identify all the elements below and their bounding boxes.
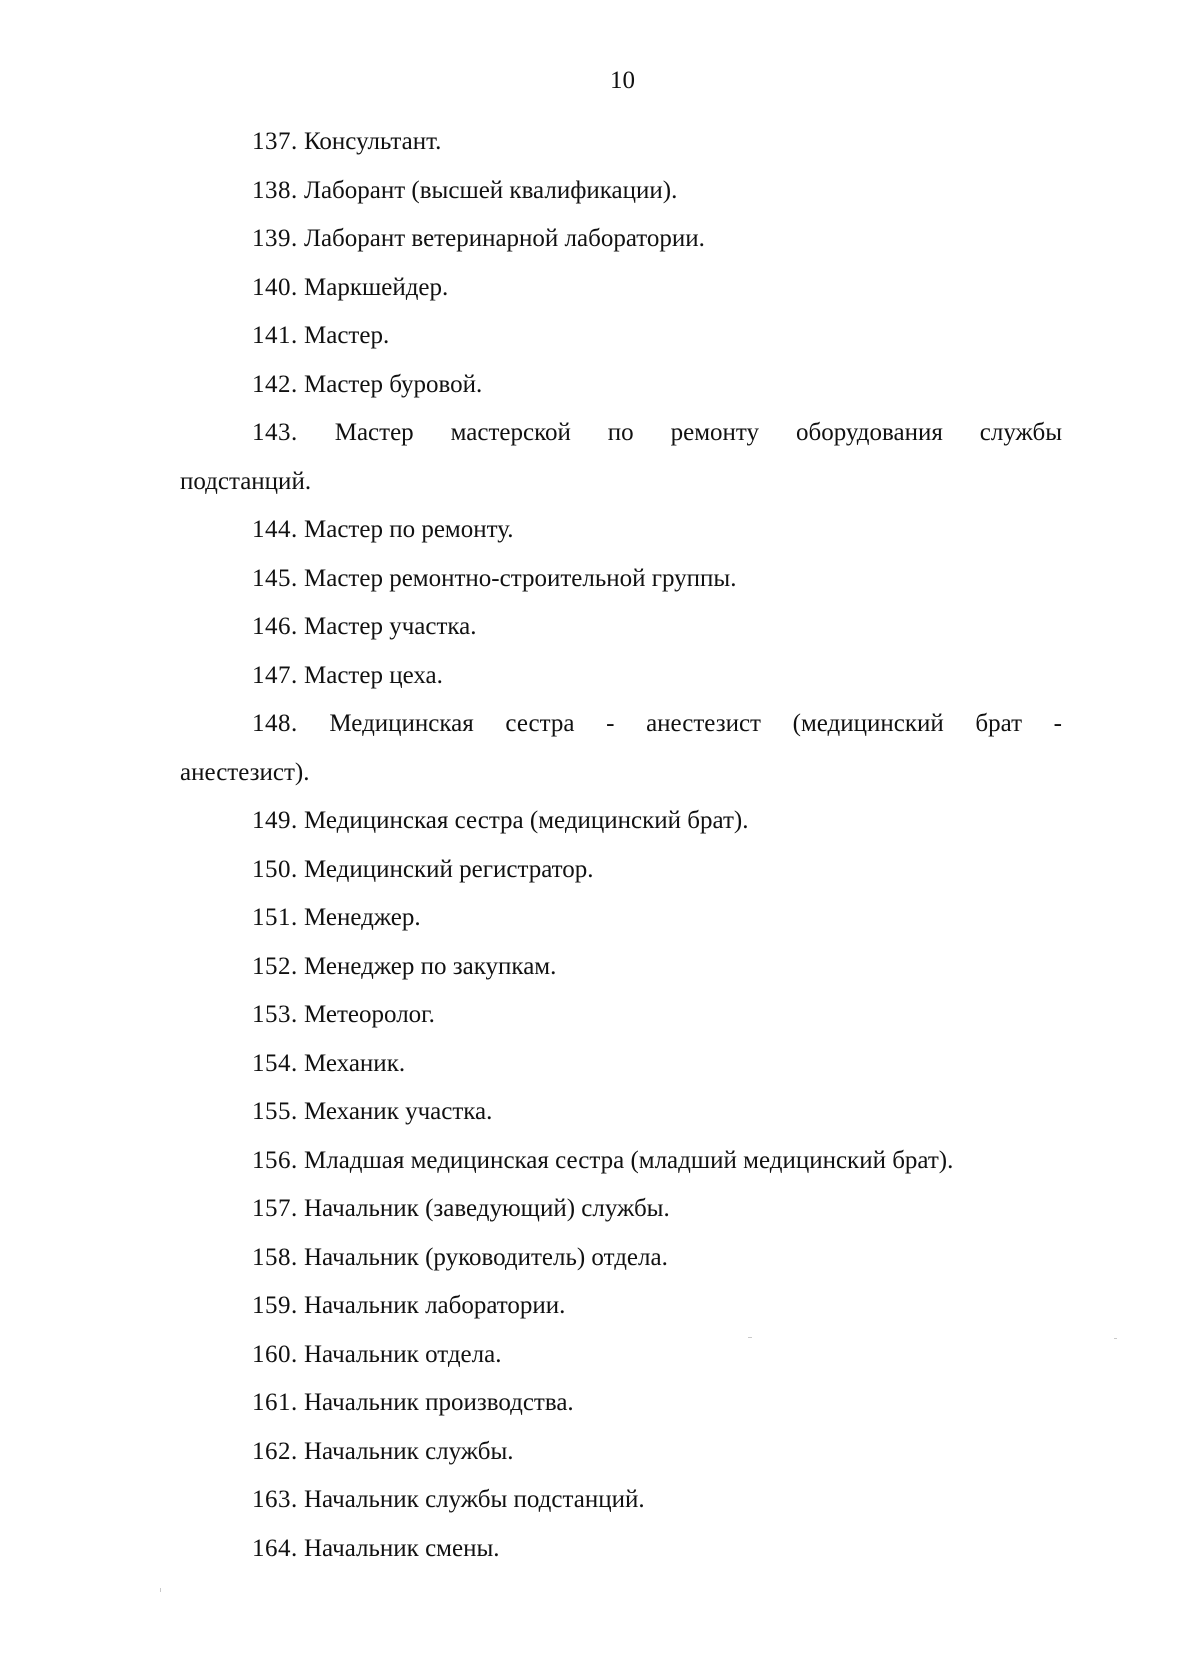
item-number: 143. [252,419,298,446]
list-item [180,118,1062,167]
item-number: 142. [252,370,298,398]
item-number: 156. [252,1146,298,1174]
list-item [180,215,1062,264]
profession-list [180,118,1062,1573]
list-item [180,797,1062,846]
list-item [180,361,1062,410]
item-number: 164. [252,1534,298,1562]
item-number: 154. [252,1049,298,1077]
item-text: Метеоролог. [304,1001,435,1028]
list-item [180,1379,1062,1428]
item-text: Механик участка. [304,1098,493,1125]
list-item [180,943,1062,992]
item-number: 139. [252,225,298,252]
list-item [180,167,1062,216]
item-text: Мастер мастерской по ремонту оборудования службы [334,419,1063,446]
item-number: 144. [252,516,298,543]
item-number: 161. [252,1389,298,1416]
item-number: 146. [252,613,298,640]
list-item [180,846,1062,895]
item-number: 159. [252,1292,298,1319]
item-text: Начальник производства. [304,1389,574,1416]
item-number: 158. [252,1243,298,1271]
item-text: Маркшейдер. [304,273,449,301]
list-item [180,991,1062,1040]
list-item [180,1525,1062,1574]
list-item [180,312,1062,361]
item-text: Начальник лаборатории. [304,1292,566,1319]
list-item [180,1282,1062,1331]
item-text: Мастер участка. [304,613,477,640]
list-item [180,1476,1062,1525]
item-number: 151. [252,904,298,931]
item-number: 149. [252,807,298,834]
list-item [180,506,1062,555]
item-number: 157. [252,1195,298,1222]
list-item [180,1185,1062,1234]
item-number: 147. [252,661,298,689]
list-item [180,264,1062,313]
item-text: Мастер цеха. [304,661,443,689]
item-text: Начальник службы подстанций. [304,1486,645,1513]
scan-speck [748,1337,752,1338]
item-text: Мастер. [304,322,390,349]
item-continuation: подстанций. [180,467,312,495]
list-item [180,603,1062,652]
item-number: 137. [252,128,298,155]
item-text: Лаборант (высшей квалификации). [304,176,678,204]
item-text: Начальник (руководитель) отдела. [304,1243,668,1271]
item-number: 138. [252,176,298,204]
item-text: Мастер буровой. [304,370,483,398]
list-item [180,652,1062,701]
list-item [180,1137,1062,1186]
item-text: Начальник (заведующий) службы. [304,1195,670,1222]
item-text: Медицинский регистратор. [304,855,594,883]
list-item [180,1331,1062,1380]
item-text: Медицинская сестра (медицинский брат). [304,807,749,834]
list-item [180,700,1062,797]
item-continuation: анестезист). [180,758,310,786]
item-text: Консультант. [304,128,442,155]
item-text: Медицинская сестра - анестезист (медицинский брат - [329,710,1062,737]
page-number: 10 [610,67,635,94]
item-number: 150. [252,855,298,883]
item-text: Начальник смены. [304,1534,500,1562]
item-number: 145. [252,564,298,592]
list-item [180,1428,1062,1477]
item-text: Менеджер. [304,904,421,931]
item-text: Мастер по ремонту. [304,516,514,543]
item-number: 155. [252,1098,298,1125]
item-text: Младшая медицинская сестра (младший медицинский брат). [304,1146,954,1174]
item-text: Начальник отдела. [304,1340,502,1368]
list-item [180,409,1062,506]
item-text: Начальник службы. [304,1437,514,1465]
item-text: Менеджер по закупкам. [304,952,557,980]
item-number: 153. [252,1001,298,1028]
list-item [180,555,1062,604]
item-number: 141. [252,322,298,349]
list-item [180,1234,1062,1283]
item-text: Лаборант ветеринарной лаборатории. [304,225,705,252]
item-number: 162. [252,1437,298,1465]
scan-speck [1114,1338,1117,1339]
item-number: 140. [252,273,298,301]
item-text: Механик. [304,1049,406,1077]
item-number: 152. [252,952,298,980]
item-number: 160. [252,1340,298,1368]
scan-speck [160,1588,161,1592]
list-item [180,1088,1062,1137]
list-item [180,894,1062,943]
item-number: 163. [252,1486,298,1513]
item-text: Мастер ремонтно-строительной группы. [304,564,737,592]
item-number: 148. [252,710,298,737]
list-item [180,1040,1062,1089]
